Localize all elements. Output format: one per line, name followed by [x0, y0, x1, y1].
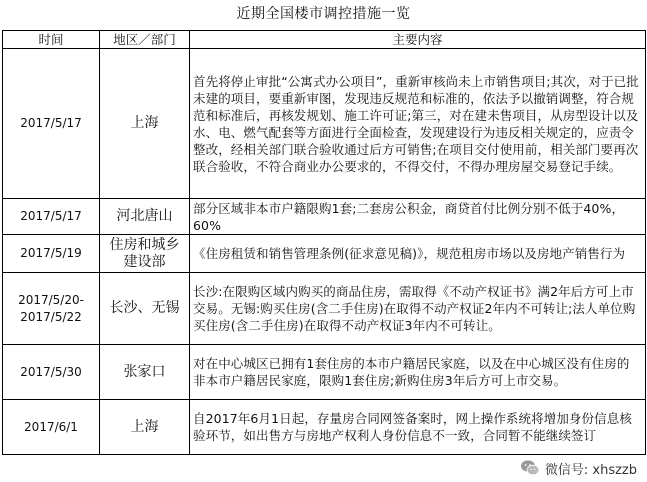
- table-row: [3, 345, 646, 400]
- table-body: [3, 49, 646, 455]
- header-content: 主要内容: [190, 31, 646, 49]
- wechat-icon: [520, 459, 540, 477]
- cell-time: 2017/5/20-2017/5/22: [3, 273, 100, 345]
- cell-time: 2017/5/17: [3, 199, 100, 235]
- cell-region: 上海: [100, 400, 190, 455]
- cell-content: 自2017年6月1日起，存量房合同网签备案时，网上操作系统将增加身份信息核验环节，如出售方与房地产权利人身份信息不一致，合同暂不能继续签订: [190, 400, 646, 455]
- cell-content: 首先将停止审批“公寓式办公项目”，重新审核尚未上市销售项目;其次，对于已批未建的项目，要重新审图，发现违反规范和标准的，依法予以撤销调整，符合规范和标准后，再核发规划、施工许可证;第三，对在建未售项目，从房型设计以及水、电、燃气配套等方面进行全面检查，发现建设行为违反相关规定的，应责令整改，经相关部门联合验收通过后方可销售;在项目交付使用前，相关部门要再次联合验收，不符合商业办公要求的，不得交付，不得办理房屋交易登记手续。: [190, 49, 646, 199]
- cell-region: 住房和城乡建设部: [100, 235, 190, 273]
- cell-content: 《住房租赁和销售管理条例(征求意见稿)》，规范租房市场以及房地产销售行为: [190, 235, 646, 273]
- table-row: [3, 49, 646, 199]
- cell-content: 部分区域非本市户籍限购1套;二套房公积金，商贷首付比例分别不低于40%，60%: [190, 199, 646, 235]
- cell-region: 张家口: [100, 345, 190, 400]
- cell-time: 2017/6/1: [3, 400, 100, 455]
- cell-content: 长沙:在限购区域内购买的商品住房，需取得《不动产权证书》满2年后方可上市交易。无锡:购买住房(含二手住房)在取得不动产权证2年内不可转让;法人单位购买住房(含二手住房)在取得不动产权证3年内不可转让。: [190, 273, 646, 345]
- cell-region: 上海: [100, 49, 190, 199]
- table-row: [3, 199, 646, 235]
- header-row: [3, 31, 646, 49]
- header-region: 地区／部门: [100, 31, 190, 49]
- table-header: [3, 31, 646, 49]
- cell-region: 河北唐山: [100, 199, 190, 235]
- cell-content: 对在中心城区已拥有1套住房的本市户籍居民家庭，以及在中心城区没有住房的非本市户籍居民家庭，限购1套住房;新购住房3年后方可上市交易。: [190, 345, 646, 400]
- table-row: [3, 273, 646, 345]
- wechat-watermark: [516, 456, 641, 480]
- cell-region: 长沙、无锡: [100, 273, 190, 345]
- cell-time: 2017/5/30: [3, 345, 100, 400]
- table-row: [3, 400, 646, 455]
- header-time: 时间: [3, 31, 100, 49]
- page-title: 近期全国楼市调控措施一览: [236, 6, 411, 22]
- policy-table: [2, 30, 646, 455]
- table-row: [3, 235, 646, 273]
- watermark-text: 微信号: xhszzb: [544, 462, 637, 478]
- cell-time: 2017/5/19: [3, 235, 100, 273]
- cell-time: 2017/5/17: [3, 49, 100, 199]
